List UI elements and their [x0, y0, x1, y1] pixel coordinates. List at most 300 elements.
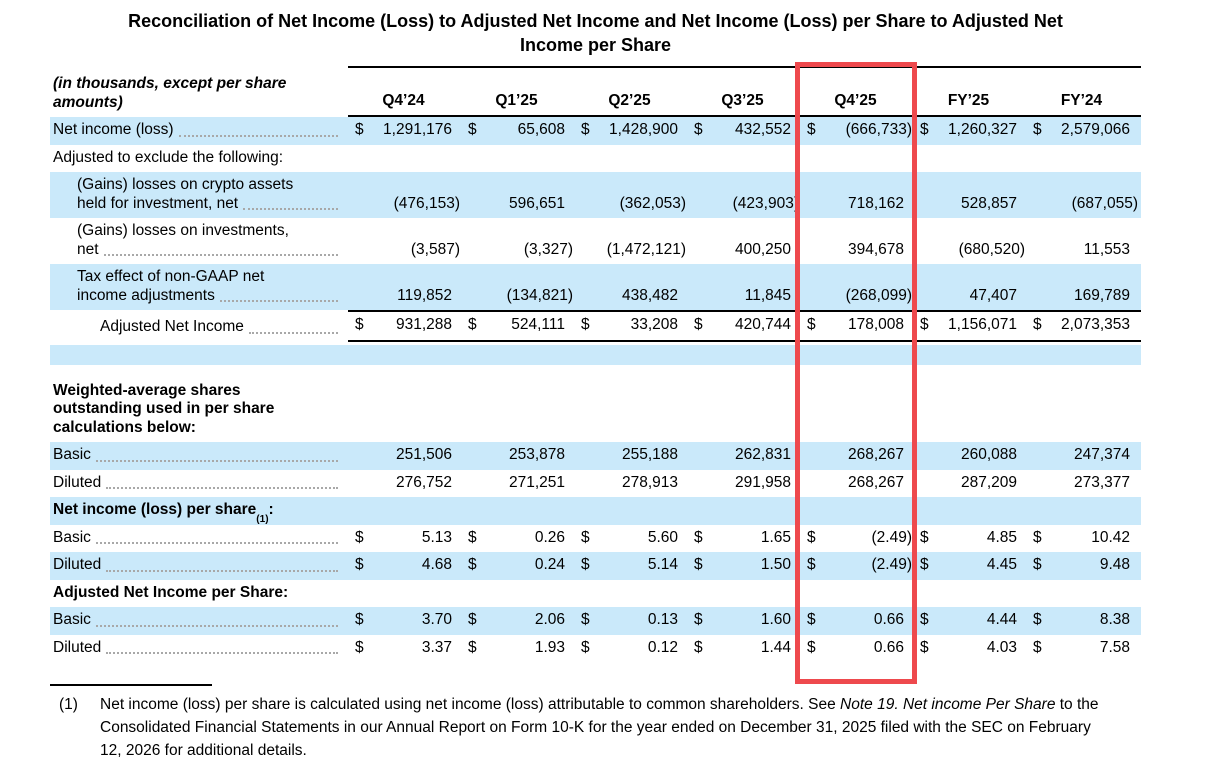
row-label-line — [53, 584, 348, 603]
cell-value: (3,587) — [410, 240, 460, 258]
row-label-text: Diluted — [53, 473, 102, 491]
cell-value: 11,845 — [744, 286, 791, 304]
dollar-sign: $ — [694, 121, 703, 138]
column-header-label: FY’25 — [947, 91, 990, 109]
row-label-line — [77, 195, 348, 214]
spacer-row-white — [50, 365, 1141, 378]
page-title — [50, 9, 1141, 57]
dollar-sign: $ — [1033, 121, 1042, 138]
value-cell — [687, 283, 800, 311]
row-label-line — [53, 419, 348, 438]
row-label-text: Diluted — [53, 556, 102, 573]
dotted-leader — [96, 460, 338, 462]
row-values — [348, 580, 1141, 608]
column-header-label: Q4’25 — [834, 91, 877, 109]
row-values — [348, 218, 1141, 264]
cell-value: 432,552 — [734, 121, 791, 138]
cell-value: 5.14 — [647, 556, 678, 573]
cell-value: 1.50 — [760, 556, 791, 573]
row-values — [348, 497, 1141, 525]
row-label-text: net — [77, 240, 99, 258]
value-cell — [687, 525, 800, 553]
row-adjusted-basic-eps — [50, 607, 1141, 635]
row-label-line: outstanding used in per share — [53, 400, 275, 417]
value-cell — [687, 442, 800, 470]
value-cell — [687, 470, 800, 498]
dollar-sign: $ — [807, 528, 816, 546]
value-cell — [348, 237, 461, 265]
reconciliation-table — [50, 66, 1141, 662]
cell-value: 0.24 — [534, 556, 565, 573]
cell-value: 0.12 — [647, 638, 678, 656]
cell-value: 273,377 — [1073, 473, 1130, 491]
dotted-leader — [179, 135, 338, 137]
cell-value: 400,250 — [734, 240, 791, 258]
dollar-sign: $ — [581, 638, 590, 656]
row-label-line — [77, 241, 348, 260]
value-cell — [1026, 607, 1139, 635]
row-label-line: Tax effect of non-GAAP net — [77, 268, 265, 285]
dollar-sign: $ — [920, 611, 929, 628]
dotted-leader — [249, 332, 338, 334]
cell-value: 1,428,900 — [609, 121, 678, 138]
cell-value: 268,267 — [847, 473, 904, 491]
value-cell — [913, 442, 1026, 470]
row-adjusted-eps-header — [50, 580, 1141, 608]
row-label-text: Net income (loss) — [53, 121, 174, 138]
row-label-text: Adjusted to exclude the following: — [53, 148, 284, 166]
cell-value: (666,733) — [845, 121, 912, 138]
row-label — [50, 378, 348, 443]
value-cell — [461, 312, 574, 340]
value-cell — [461, 237, 574, 265]
row-adjusted-net-income — [50, 310, 1141, 342]
row-values — [348, 378, 1141, 443]
dollar-sign: $ — [694, 556, 703, 573]
cell-value: 394,678 — [847, 240, 904, 258]
value-cell — [574, 191, 687, 219]
cell-value: 11,553 — [1083, 240, 1130, 258]
dollar-sign: $ — [694, 316, 703, 333]
dollar-sign: $ — [1033, 611, 1042, 628]
value-cell — [348, 117, 461, 145]
dollar-sign: $ — [468, 528, 477, 546]
value-cell — [574, 117, 687, 145]
dollar-sign: $ — [468, 638, 477, 656]
row-values — [348, 145, 1141, 173]
cell-value: 0.13 — [647, 611, 678, 628]
cell-value: 278,913 — [621, 473, 678, 491]
cell-value: 33,208 — [630, 316, 678, 333]
row-gains-losses-investments — [50, 218, 1141, 264]
column-header-label: Q3’25 — [721, 91, 764, 109]
cell-value: (2.49) — [871, 556, 912, 573]
dollar-sign: $ — [355, 638, 364, 656]
cell-value: 253,878 — [508, 446, 565, 463]
row-values — [348, 525, 1141, 553]
dollar-sign: $ — [581, 556, 590, 573]
cell-value: 1,260,327 — [948, 121, 1017, 138]
row-values — [348, 442, 1141, 470]
cell-value: 0.66 — [873, 638, 904, 656]
value-cell — [1026, 525, 1139, 553]
dollar-sign: $ — [355, 121, 364, 138]
row-basic-eps — [50, 525, 1141, 553]
value-cell — [1026, 191, 1139, 219]
row-label — [50, 470, 348, 498]
column-header — [1026, 88, 1139, 116]
cell-value: 931,288 — [395, 316, 452, 333]
cell-value: 291,958 — [734, 473, 791, 491]
column-header-label: Q2’25 — [608, 91, 651, 109]
row-values — [348, 552, 1141, 580]
footnote-divider — [50, 684, 212, 686]
dollar-sign: $ — [355, 316, 364, 333]
cell-value: 528,857 — [960, 194, 1017, 212]
row-values — [348, 635, 1141, 663]
footnote-text-italic: Note 19. Net income Per Share — [840, 696, 1056, 713]
value-cell — [574, 283, 687, 311]
dollar-sign: $ — [1033, 316, 1042, 333]
row-label-line: (Gains) losses on investments, — [77, 222, 289, 239]
dotted-leader — [104, 254, 338, 256]
cell-value: 262,831 — [734, 446, 791, 463]
row-label-line: (Gains) losses on crypto assets — [77, 176, 294, 193]
row-values — [348, 172, 1141, 218]
value-cell — [348, 635, 461, 663]
column-header — [687, 88, 800, 116]
cell-value: 8.38 — [1099, 611, 1130, 628]
value-cell — [348, 442, 461, 470]
column-header-label: Q4’24 — [382, 91, 425, 109]
dollar-sign: $ — [920, 638, 929, 656]
dotted-leader — [106, 652, 338, 654]
cell-value: 3.70 — [421, 611, 452, 628]
value-cell — [461, 525, 574, 553]
cell-value: 251,506 — [395, 446, 452, 463]
cell-value: (687,055) — [1071, 194, 1138, 212]
header-columns — [348, 66, 1141, 117]
dollar-sign: $ — [807, 638, 816, 656]
corner-label-line: amounts) — [53, 93, 123, 111]
cell-value: 5.13 — [421, 528, 452, 546]
footnote-text-part1: Net income (loss) per share is calculated using net income (loss) attributable to common shareholders. See — [100, 696, 841, 713]
value-cell — [1026, 442, 1139, 470]
cell-value: 718,162 — [847, 194, 904, 212]
row-label-text: : — [268, 501, 274, 518]
row-label-line — [53, 446, 348, 465]
value-cell — [574, 442, 687, 470]
column-header — [348, 88, 461, 116]
corner-label-line: (in thousands, except per share — [53, 75, 287, 92]
dollar-sign: $ — [468, 556, 477, 573]
cell-value: 1,291,176 — [383, 121, 452, 138]
dotted-leader — [243, 208, 338, 210]
value-cell — [687, 552, 800, 580]
value-cell — [574, 470, 687, 498]
row-label — [50, 635, 348, 663]
dollar-sign: $ — [694, 638, 703, 656]
cell-value: 2.06 — [534, 611, 565, 628]
row-diluted-eps — [50, 552, 1141, 580]
row-label-line — [53, 474, 348, 493]
page-title-line2: Income per Share — [519, 35, 672, 55]
row-label-line — [77, 287, 348, 306]
row-label-line — [100, 318, 348, 337]
table-header-row — [50, 66, 1141, 117]
column-header — [461, 88, 574, 116]
row-label — [50, 552, 348, 580]
row-diluted-shares — [50, 470, 1141, 498]
cell-value: 1.93 — [534, 638, 565, 656]
row-label — [50, 442, 348, 470]
cell-value: 1.60 — [760, 611, 791, 628]
cell-value: 596,651 — [508, 194, 565, 212]
corner-label — [50, 71, 348, 117]
dotted-leader — [220, 300, 338, 302]
dollar-sign: $ — [807, 556, 816, 573]
cell-value: 3.37 — [421, 638, 452, 656]
value-cell — [913, 237, 1026, 265]
cell-value: (3,327) — [523, 240, 573, 258]
dollar-sign: $ — [920, 121, 929, 138]
dollar-sign: $ — [1033, 556, 1042, 573]
row-label-text: income adjustments — [77, 286, 215, 304]
cell-value: (423,903) — [732, 194, 799, 212]
value-cell — [1026, 470, 1139, 498]
dollar-sign: $ — [355, 556, 364, 573]
dollar-sign: $ — [468, 121, 477, 138]
row-label-text: Adjusted Net Income per Share: — [53, 583, 289, 601]
row-label-line — [53, 611, 348, 630]
value-cell — [913, 552, 1026, 580]
cell-value: 4.85 — [986, 528, 1017, 546]
spacer-row-blue — [50, 345, 1141, 365]
dollar-sign: $ — [694, 528, 703, 546]
row-label — [50, 607, 348, 635]
value-cell — [687, 312, 800, 340]
row-label — [50, 172, 348, 218]
cell-value: 260,088 — [960, 446, 1017, 463]
row-label-text: Basic — [53, 611, 91, 628]
value-cell — [574, 607, 687, 635]
value-cell — [461, 117, 574, 145]
cell-value: 4.44 — [986, 611, 1017, 628]
cell-value: 438,482 — [621, 286, 678, 304]
value-cell — [687, 191, 800, 219]
dotted-leader — [106, 570, 338, 572]
row-label — [50, 218, 348, 264]
dotted-leader — [96, 625, 338, 627]
value-cell — [1026, 312, 1139, 340]
row-label-text: calculations below: — [53, 418, 196, 436]
dollar-sign: $ — [1033, 528, 1042, 546]
q4-25-column-highlight-box — [795, 62, 917, 684]
row-label — [50, 497, 348, 525]
row-net-income-loss — [50, 117, 1141, 145]
cell-value: 287,209 — [960, 473, 1017, 491]
page-title-line1: Reconciliation of Net Income (Loss) to Adjusted Net Income and Net Income (Loss) per Share to Adjusted Net — [128, 11, 1063, 31]
footnote-text — [100, 693, 1115, 762]
row-values — [348, 310, 1141, 342]
cell-value: 0.26 — [534, 528, 565, 546]
value-cell — [913, 312, 1026, 340]
column-header — [574, 88, 687, 116]
value-cell — [461, 607, 574, 635]
value-cell — [574, 635, 687, 663]
value-cell — [461, 470, 574, 498]
column-header — [913, 88, 1026, 116]
value-cell — [348, 191, 461, 219]
row-basic-shares — [50, 442, 1141, 470]
value-cell — [913, 191, 1026, 219]
row-label-line — [53, 149, 348, 168]
value-cell — [348, 607, 461, 635]
dotted-leader — [106, 487, 338, 489]
cell-value: 4.68 — [421, 556, 452, 573]
column-header-label: FY’24 — [1060, 91, 1103, 109]
cell-value: 1.65 — [760, 528, 791, 546]
cell-value: (362,053) — [619, 194, 686, 212]
value-cell — [461, 442, 574, 470]
row-values — [348, 117, 1141, 145]
cell-value: (1,472,121) — [606, 240, 686, 258]
cell-value: 276,752 — [395, 473, 452, 491]
cell-value: 524,111 — [511, 316, 565, 333]
row-label-line — [53, 556, 348, 575]
row-label — [50, 117, 348, 145]
value-cell — [1026, 283, 1139, 311]
dollar-sign: $ — [581, 121, 590, 138]
value-cell — [461, 635, 574, 663]
value-cell — [913, 607, 1026, 635]
value-cell — [574, 237, 687, 265]
value-cell — [348, 525, 461, 553]
row-label — [50, 314, 348, 342]
row-adjusted-diluted-eps — [50, 635, 1141, 663]
cell-value: 169,789 — [1073, 286, 1130, 304]
row-label-line — [53, 529, 348, 548]
value-cell — [913, 470, 1026, 498]
value-cell — [1026, 635, 1139, 663]
dollar-sign: $ — [807, 611, 816, 628]
value-cell — [1026, 552, 1139, 580]
value-cell — [461, 552, 574, 580]
cell-value: 47,407 — [969, 286, 1017, 304]
row-label-text: Basic — [53, 528, 91, 546]
dollar-sign: $ — [694, 611, 703, 628]
row-label — [50, 525, 348, 553]
row-label-text: Net income (loss) per share — [53, 501, 257, 518]
cell-value: 5.60 — [647, 528, 678, 546]
dotted-leader — [96, 542, 338, 544]
cell-value: (476,153) — [393, 194, 460, 212]
value-cell — [348, 312, 461, 340]
row-weighted-average-header — [50, 378, 1141, 443]
value-cell — [574, 525, 687, 553]
dollar-sign: $ — [468, 611, 477, 628]
cell-value: 2,073,353 — [1061, 316, 1130, 333]
cell-value: 1.44 — [760, 638, 791, 656]
dollar-sign: $ — [468, 316, 477, 333]
value-cell — [687, 635, 800, 663]
footnote — [50, 684, 1135, 762]
column-header-label: Q1’25 — [495, 91, 538, 109]
dollar-sign: $ — [807, 121, 816, 138]
cell-value: 271,251 — [508, 473, 565, 491]
dollar-sign: $ — [807, 316, 816, 333]
cell-value: 4.45 — [986, 556, 1017, 573]
value-cell — [574, 552, 687, 580]
row-label-text: Diluted — [53, 638, 102, 656]
cell-value: 119,852 — [397, 286, 452, 304]
cell-value: 420,744 — [734, 316, 791, 333]
dollar-sign: $ — [355, 611, 364, 628]
value-cell — [461, 191, 574, 219]
dollar-sign: $ — [581, 316, 590, 333]
cell-value: 268,267 — [847, 446, 904, 463]
cell-value: 65,608 — [517, 121, 565, 138]
cell-value: (268,099) — [845, 286, 912, 304]
row-label-line — [53, 639, 348, 658]
row-label-line — [53, 121, 348, 140]
value-cell — [913, 635, 1026, 663]
row-values — [348, 264, 1141, 310]
dollar-sign: $ — [1033, 638, 1042, 656]
cell-value: 0.66 — [873, 611, 904, 628]
dollar-sign: $ — [581, 528, 590, 546]
value-cell — [1026, 117, 1139, 145]
value-cell — [348, 283, 461, 311]
value-cell — [687, 237, 800, 265]
cell-value: (680,520) — [958, 240, 1025, 258]
cell-value: (134,821) — [506, 286, 573, 304]
value-cell — [348, 552, 461, 580]
row-values — [348, 470, 1141, 498]
dollar-sign: $ — [920, 528, 929, 546]
value-cell — [461, 283, 574, 311]
value-cell — [913, 117, 1026, 145]
dollar-sign: $ — [920, 316, 929, 333]
cell-value: 10.42 — [1091, 528, 1130, 546]
value-cell — [348, 470, 461, 498]
row-label-line: Weighted-average shares — [53, 381, 241, 399]
value-cell — [687, 607, 800, 635]
value-cell — [574, 312, 687, 340]
row-label-text: Adjusted Net Income — [100, 318, 244, 335]
dollar-sign: $ — [355, 528, 364, 546]
cell-value: 255,188 — [621, 446, 678, 463]
cell-value: 7.58 — [1099, 638, 1130, 656]
cell-value: 178,008 — [847, 316, 904, 333]
row-label — [50, 264, 348, 310]
value-cell — [1026, 237, 1139, 265]
cell-value: 1,156,071 — [948, 316, 1017, 333]
cell-value: 2,579,066 — [1061, 121, 1130, 138]
row-label — [50, 145, 348, 173]
row-net-income-per-share-header — [50, 497, 1141, 525]
value-cell — [687, 117, 800, 145]
dollar-sign: $ — [920, 556, 929, 573]
cell-value: 247,374 — [1073, 446, 1130, 463]
dollar-sign: $ — [581, 611, 590, 628]
row-adjusted-to-exclude-header — [50, 145, 1141, 173]
footnote-marker: (1) — [59, 696, 78, 713]
cell-value: 9.48 — [1099, 556, 1130, 573]
cell-value: (2.49) — [871, 528, 912, 546]
value-cell — [913, 525, 1026, 553]
row-label — [50, 580, 348, 608]
